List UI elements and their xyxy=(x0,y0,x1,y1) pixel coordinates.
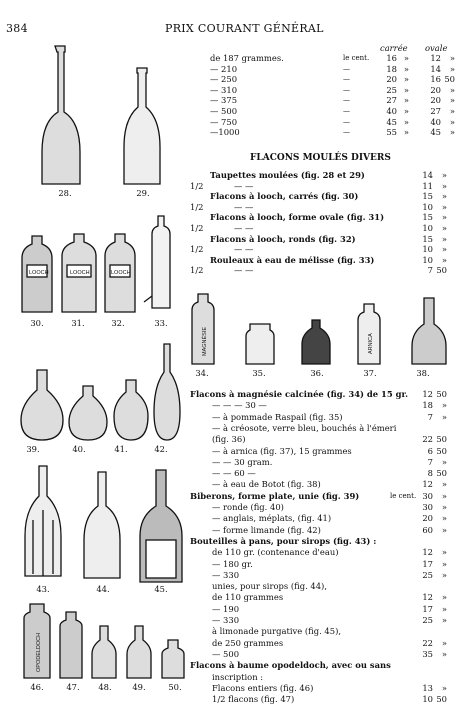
lower-desc: — à créosote, verre bleu, bouchés à l'émeri xyxy=(212,422,397,433)
moules-cents: » xyxy=(441,223,447,233)
lower-desc: Flacons à baume opodeldoch, avec ou sans xyxy=(190,660,391,671)
bottle-40-icon xyxy=(69,386,107,440)
capacity-desc: — 375 xyxy=(210,95,238,106)
cents-carree: » xyxy=(403,53,409,63)
lower-cents: » xyxy=(441,637,447,648)
figure-caption: 36. xyxy=(310,368,324,378)
price-carree: 16 xyxy=(386,53,397,63)
figure-caption: 30. xyxy=(30,318,44,328)
moules-lead: 1/2 xyxy=(190,223,204,233)
lower-desc: — à arnica (fig. 37), 15 grammes xyxy=(212,445,352,456)
bottle-34-label: MAGNÉSIE xyxy=(202,326,208,356)
capacity-desc: de 187 grammes. xyxy=(210,53,284,63)
figure-caption: 35. xyxy=(252,368,266,378)
capacity-desc: — 500 xyxy=(210,106,238,116)
figure-caption: 42. xyxy=(154,444,168,454)
lower-desc: — — 30 gram. xyxy=(212,456,273,467)
page-number: 384 xyxy=(6,22,28,35)
price-carree: 25 xyxy=(386,84,397,95)
figure-caption: 48. xyxy=(98,682,112,692)
moules-cents: » xyxy=(441,233,447,244)
bottle-30-label: LOOCH xyxy=(29,270,49,276)
lower-price: 7 xyxy=(427,456,433,467)
moules-price: 10 xyxy=(422,244,433,255)
capacity-unit: — xyxy=(343,85,350,94)
lower-desc: — à pommade Raspail (fig. 35) xyxy=(212,411,343,422)
price-carree: 45 xyxy=(386,116,397,127)
moules-cents: » xyxy=(441,201,447,212)
capacity-desc: —1000 xyxy=(210,127,240,138)
figure-caption: 29. xyxy=(136,188,150,198)
moules-cents: 50 xyxy=(436,265,447,276)
lower-price: 8 xyxy=(427,468,433,479)
figure-caption: 45. xyxy=(154,584,168,594)
moules-desc: — — xyxy=(234,244,254,255)
bottle-43-icon xyxy=(25,466,61,576)
lower-price: 22 xyxy=(422,434,433,445)
lower-desc: — — 60 — xyxy=(212,468,256,479)
lower-price: 17 xyxy=(422,558,433,569)
figure-caption: 49. xyxy=(132,682,146,692)
moules-desc: Flacons à looch, carrés (fig. 30) xyxy=(210,191,359,202)
lower-cents: » xyxy=(441,411,447,422)
figure-caption: 40. xyxy=(72,444,86,454)
moules-price: 7 xyxy=(427,265,433,276)
moules-lead: 1/2 xyxy=(190,244,204,255)
figure-caption: 34. xyxy=(195,368,209,378)
lower-price: 25 xyxy=(422,615,433,625)
lower-desc: — 330 xyxy=(212,615,240,625)
bottle-28-icon xyxy=(42,46,80,184)
bottle-45-icon xyxy=(140,470,182,582)
capacity-unit: — xyxy=(343,107,350,115)
column-header-ovale: ovale xyxy=(425,43,448,53)
figure-caption: 50. xyxy=(168,682,182,692)
bottle-35-icon xyxy=(246,324,274,364)
bottle-46-label: OPODELDOCH xyxy=(36,632,42,672)
lower-cents: » xyxy=(441,547,447,558)
figure-caption: 32. xyxy=(111,318,125,328)
lower-cents: 50 xyxy=(436,468,447,479)
moules-cents: » xyxy=(441,191,447,202)
lower-price: 6 xyxy=(427,445,433,456)
moules-desc: Rouleaux à eau de mélisse (fig. 33) xyxy=(210,254,375,265)
lower-desc: Biberons, forme plate, unie (fig. 39) xyxy=(190,490,360,501)
lower-desc: Flacons à magnésie calcinée (fig. 34) de 15 gr. xyxy=(190,389,409,399)
moules-cents: » xyxy=(441,212,447,223)
lower-desc: de 250 grammes xyxy=(212,637,284,648)
lower-desc: — à eau de Botot (fig. 38) xyxy=(212,479,321,490)
price-ovale: 14 xyxy=(430,63,441,74)
lower-price: 20 xyxy=(422,513,433,524)
lower-price: 60 xyxy=(422,524,433,535)
cents-ovale: » xyxy=(449,116,455,127)
cents-ovale: » xyxy=(449,106,455,116)
capacity-unit: — xyxy=(343,117,350,126)
lower-cents: 50 xyxy=(436,434,447,445)
cents-carree: » xyxy=(403,63,409,74)
bottle-37-label: ARNICA xyxy=(368,333,374,354)
bottle-38-icon xyxy=(412,298,446,364)
lower-desc: 1/2 flacons (fig. 47) xyxy=(212,694,295,705)
cents-ovale: 50 xyxy=(444,74,455,85)
capacity-unit: — xyxy=(343,75,350,84)
moules-price: 10 xyxy=(422,201,433,212)
cents-carree: » xyxy=(403,116,409,127)
lower-unit: le cent. xyxy=(390,491,417,500)
moules-price: 11 xyxy=(422,180,433,191)
lower-price: 12 xyxy=(422,479,433,490)
moules-desc: — — xyxy=(234,201,254,212)
price-carree: 55 xyxy=(386,127,397,138)
bottle-50-icon xyxy=(162,640,184,678)
lower-desc: à limonade purgative (fig. 45), xyxy=(212,626,341,637)
lower-cents: 50 xyxy=(436,389,447,399)
moules-cents: » xyxy=(441,244,447,255)
moules-cents: » xyxy=(441,254,447,265)
moules-price: 15 xyxy=(422,212,433,223)
bottle-49-icon xyxy=(127,626,151,678)
capacity-desc: — 750 xyxy=(210,116,238,127)
lower-cents: 50 xyxy=(436,694,447,705)
moules-desc: — — xyxy=(234,223,254,233)
cents-ovale: » xyxy=(449,127,455,138)
lower-cents: » xyxy=(441,615,447,625)
bottle-41-icon xyxy=(114,380,148,440)
bottle-48-icon xyxy=(92,626,116,678)
cents-ovale: » xyxy=(449,63,455,74)
moules-price: 15 xyxy=(422,191,433,202)
moules-price: 14 xyxy=(422,170,433,180)
moules-price: 10 xyxy=(422,254,433,265)
lower-desc: Flacons entiers (fig. 46) xyxy=(212,682,314,693)
lower-desc: inscription : xyxy=(212,671,264,682)
figure-caption: 47. xyxy=(66,682,80,692)
cents-ovale: » xyxy=(449,84,455,95)
figure-caption: 37. xyxy=(363,368,377,378)
lower-price: 22 xyxy=(422,637,433,648)
lower-cents: » xyxy=(441,400,447,411)
moules-desc: — — xyxy=(234,180,254,191)
price-ovale: 45 xyxy=(430,127,441,138)
moules-price: 10 xyxy=(422,223,433,233)
lower-desc: — ronde (fig. 40) xyxy=(212,502,284,512)
lower-desc: — 330 xyxy=(212,569,240,580)
lower-cents: » xyxy=(441,524,447,535)
column-header-carree: carrée xyxy=(380,43,408,53)
bottle-29-icon xyxy=(124,68,160,184)
price-carree: 18 xyxy=(386,63,397,74)
lower-desc: Bouteilles à pans, pour sirops (fig. 43) : xyxy=(190,535,377,546)
cents-carree: » xyxy=(403,95,409,106)
bottle-36-icon xyxy=(302,320,330,364)
figure-caption: 28. xyxy=(58,188,72,198)
cents-ovale: » xyxy=(449,53,455,63)
lower-price: 10 xyxy=(422,694,433,705)
price-ovale: 20 xyxy=(430,84,441,95)
price-ovale: 20 xyxy=(430,95,441,106)
bottle-44-icon xyxy=(84,472,120,578)
lower-price: 30 xyxy=(422,502,433,512)
figure-caption: 46. xyxy=(30,682,44,692)
price-ovale: 27 xyxy=(430,106,441,116)
moules-price: 15 xyxy=(422,233,433,244)
section-title: FLACONS MOULÉS DIVERS xyxy=(250,153,391,163)
lower-price: 35 xyxy=(422,648,433,659)
figure-caption: 41. xyxy=(114,444,128,454)
lower-desc: (fig. 36) xyxy=(212,434,246,445)
moules-lead: 1/2 xyxy=(190,180,204,191)
moules-desc: Taupettes moulées (fig. 28 et 29) xyxy=(210,170,365,180)
lower-desc: — 190 xyxy=(212,603,240,614)
cents-carree: » xyxy=(403,84,409,95)
lower-cents: » xyxy=(441,513,447,524)
figure-caption: 39. xyxy=(26,444,40,454)
lower-desc: — 180 gr. xyxy=(212,558,253,569)
moules-cents: » xyxy=(441,170,447,180)
lower-cents: » xyxy=(441,558,447,569)
lower-cents: » xyxy=(441,479,447,490)
lower-cents: » xyxy=(441,592,447,603)
lower-desc: — 500 xyxy=(212,648,240,659)
price-carree: 20 xyxy=(386,74,397,85)
lower-desc: — forme limande (fig. 42) xyxy=(212,524,321,535)
capacity-unit: — xyxy=(343,64,350,73)
cents-carree: » xyxy=(403,127,409,138)
lower-cents: » xyxy=(441,648,447,659)
lower-price: 13 xyxy=(422,682,433,693)
lower-cents: » xyxy=(441,502,447,512)
bottle-47-icon xyxy=(60,612,82,678)
price-ovale: 16 xyxy=(430,74,441,85)
lower-desc: — — — 30 — xyxy=(212,400,267,411)
moules-desc: Flacons à looch, ronds (fig. 32) xyxy=(210,233,356,244)
lower-cents: » xyxy=(441,456,447,467)
moules-desc: Flacons à looch, forme ovale (fig. 31) xyxy=(210,212,385,223)
lower-price: 12 xyxy=(422,547,433,558)
moules-lead: 1/2 xyxy=(190,265,204,276)
figure-caption: 33. xyxy=(154,318,168,328)
lower-price: 17 xyxy=(422,603,433,614)
moules-lead: 1/2 xyxy=(190,201,204,212)
figure-caption: 44. xyxy=(96,584,110,594)
moules-cents: » xyxy=(441,180,447,191)
lower-desc: de 110 grammes xyxy=(212,592,284,603)
lower-desc: de 110 gr. (contenance d'eau) xyxy=(212,547,339,558)
capacity-desc: — 250 xyxy=(210,74,238,85)
lower-cents: » xyxy=(441,569,447,580)
price-carree: 27 xyxy=(386,95,397,106)
capacity-unit: — xyxy=(343,128,350,137)
bottle-42-icon xyxy=(154,344,180,440)
figure-caption: 43. xyxy=(36,584,50,594)
lower-price: 7 xyxy=(427,411,433,422)
capacity-unit: le cent. xyxy=(343,54,370,62)
price-ovale: 12 xyxy=(430,53,441,63)
lower-cents: » xyxy=(441,682,447,693)
lower-price: 18 xyxy=(422,400,433,411)
lower-desc: unies, pour sirops (fig. 44), xyxy=(212,581,327,592)
capacity-desc: — 310 xyxy=(210,84,238,95)
price-carree: 40 xyxy=(386,106,397,116)
cents-carree: » xyxy=(403,74,409,85)
lower-cents: » xyxy=(441,490,447,501)
lower-price: 12 xyxy=(422,389,433,399)
figure-caption: 31. xyxy=(71,318,85,328)
bottle-39-icon xyxy=(21,370,63,440)
lower-desc: — anglais, méplats, (fig. 41) xyxy=(212,513,332,524)
figure-caption: 38. xyxy=(416,368,430,378)
cents-carree: » xyxy=(403,106,409,116)
lower-cents: » xyxy=(441,603,447,614)
bottle-31-label: LOOCH xyxy=(70,270,90,276)
cents-ovale: » xyxy=(449,95,455,106)
capacity-desc: — 210 xyxy=(210,63,238,74)
bottle-32-label: LOOCH xyxy=(111,270,131,276)
lower-price: 30 xyxy=(422,490,433,501)
lower-price: 12 xyxy=(422,592,433,603)
page-title: PRIX COURANT GÉNÉRAL xyxy=(165,22,324,35)
lower-cents: 50 xyxy=(436,445,447,456)
lower-price: 25 xyxy=(422,569,433,580)
moules-desc: — — xyxy=(234,265,254,276)
capacity-unit: — xyxy=(343,96,350,105)
bottle-33-icon xyxy=(144,216,170,308)
price-ovale: 40 xyxy=(430,116,441,127)
